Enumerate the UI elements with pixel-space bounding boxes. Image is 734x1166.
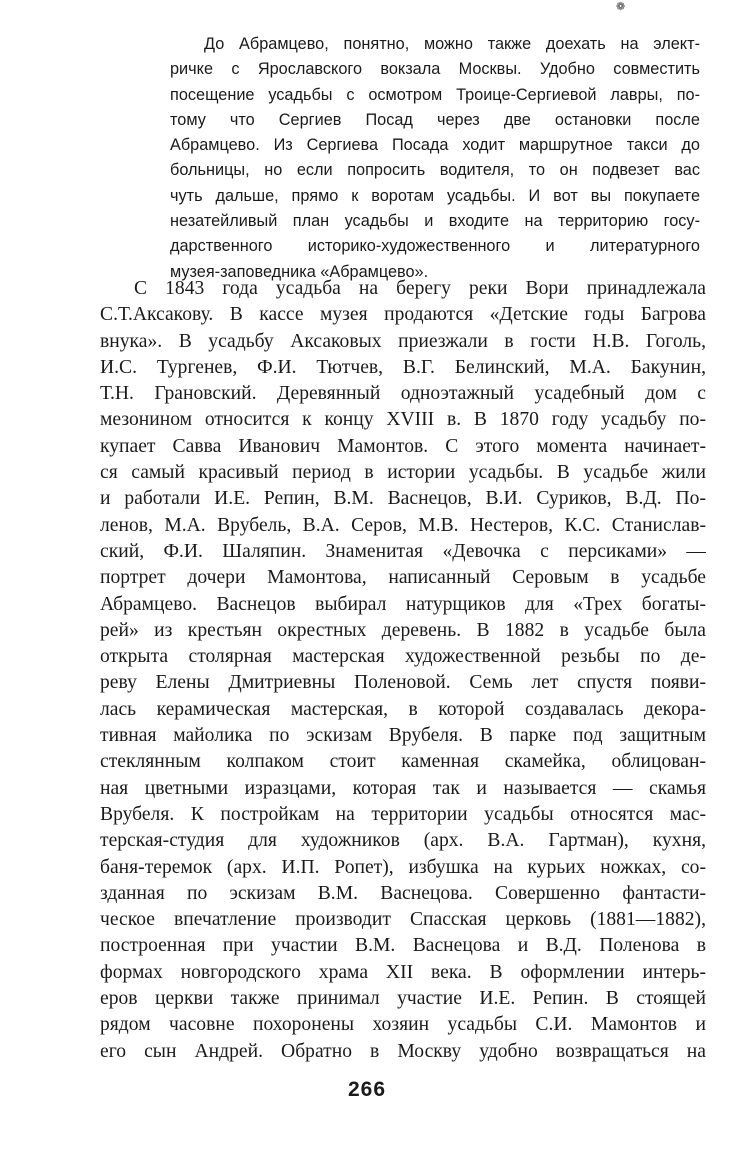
text-line: стеклянным колпаком стоит каменная скамейка, облицован- [100,751,706,773]
text-line: ческое впечатление производит Спасская церковь (1881—1882), [100,909,706,931]
text-line: Врубеля. К постройкам на территории усадьбы относятся мас- [100,803,706,825]
text-line: зданная по эскизам В.М. Васнецова. Совершенно фантасти- [100,882,706,904]
text-line: реву Елены Дмитриевны Поленовой. Семь лет спустя появи- [100,672,706,694]
text-line: рей» из крестьян окрестных деревень. В 1882 в усадьбе была [100,619,706,641]
text-line: посещение усадьбы с осмотром Троице-Сергиевой лавры, по- [170,85,700,104]
text-line: открыта столярная мастерская художественной резьбы по де- [100,646,706,668]
text-line: внука». В усадьбу Аксаковых приезжали в гости Н.В. Гоголь, [100,330,706,352]
scan-mark-icon: ❁ [616,1,626,13]
text-line: Абрамцево. Васнецов выбирал натурщиков для «Трех богаты- [100,593,706,615]
page-number: 266 [347,1078,387,1101]
text-line: построенная при участии В.М. Васнецова и В.Д. Поленова в [100,935,706,957]
text-line: лась керамическая мастерская, в которой создавалась декора- [100,698,706,720]
text-line: С.Т.Аксакову. В кассе музея продаются «Детские годы Багрова [100,304,706,326]
text-line: терская-студия для художников (арх. В.А. Гартман), кухня, [100,830,706,852]
text-line: До Абрамцево, понятно, можно также доехать на элект- [204,35,700,53]
text-line: купает Савва Иванович Мамонтов. С этого момента начинает- [100,435,706,457]
text-line: ся самый красивый период в истории усадьбы. В усадьбе жили [100,462,706,484]
text-line: мезонином относится к концу XVIII в. В 1870 году усадьбу по- [100,409,706,431]
text-line: музея-заповедника «Абрамцево». [170,262,429,281]
text-line: ная цветными изразцами, которая так и называется — скамья [100,777,706,799]
text-line: тивная майолика по эскизам Врубеля. В парке под защитным [100,725,706,747]
intro-paragraph [170,32,700,285]
text-line: И.С. Тургенев, Ф.И. Тютчев, В.Г. Белинский, М.А. Бакунин, [100,356,706,378]
text-line: Абрамцево. Из Сергиева Посада ходит маршрутное такси до [170,136,700,155]
text-line: ленов, М.А. Врубель, В.А. Серов, М.В. Нестеров, К.С. Станислав- [100,514,706,536]
text-line: ский, Ф.И. Шаляпин. Знаменитая «Девочка с персиками» — [100,540,706,562]
text-line: его сын Андрей. Обратно в Москву удобно возвращаться на [100,1040,706,1062]
text-line: дарственного историко-художественного и литературного [170,237,700,256]
text-line: С 1843 года усадьба на берегу реки Вори принадлежала [134,278,706,299]
text-line: формах новгородского храма XII века. В оформлении интерь- [100,961,706,983]
text-line: тому что Сергиев Посад через две остановки после [170,110,700,129]
text-line: рядом часовне похоронены хозяин усадьбы С.И. Мамонтов и [100,1014,706,1036]
text-line: еров церкви также принимал участие И.Е. Репин. В стоящей [100,988,706,1010]
main-paragraph [100,276,706,1065]
text-line: больницы, но если попросить водителя, то он подвезет вас [170,161,700,180]
text-line: баня-теремок (арх. И.П. Ропет), избушка на курьих ножках, со- [100,856,706,878]
text-line: портрет дочери Мамонтова, написанный Серовым в усадьбе [100,567,706,589]
text-line: чуть дальше, прямо к воротам усадьбы. И вот вы покупаете [170,186,700,205]
text-line: Т.Н. Грановский. Деревянный одноэтажный усадебный дом с [100,383,706,405]
text-line: и работали И.Е. Репин, В.М. Васнецов, В.И. Суриков, В.Д. По- [100,488,706,510]
text-line: ричке с Ярославского вокзала Москвы. Удобно совместить [170,60,700,79]
text-line: незатейливый план усадьбы и входите на территорию госу- [170,212,700,231]
